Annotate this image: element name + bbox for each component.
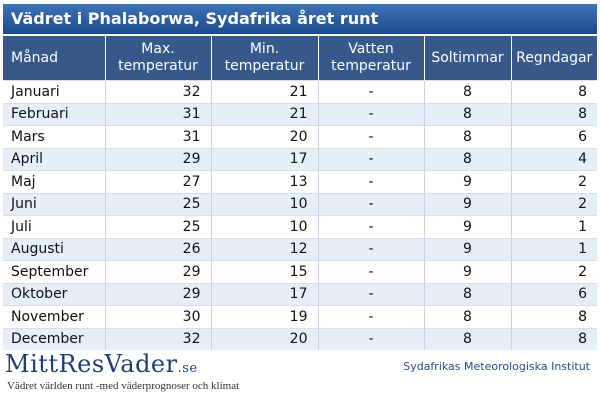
cell-max-temp: 25: [105, 216, 211, 239]
cell-rain-days: 1: [511, 216, 597, 239]
cell-rain-days: 1: [511, 238, 597, 261]
cell-month: Oktober: [3, 283, 105, 306]
cell-sun-hours: 8: [424, 148, 511, 171]
cell-min-temp: 17: [211, 148, 318, 171]
cell-water-temp: -: [318, 126, 424, 149]
cell-sun-hours: 9: [424, 261, 511, 284]
cell-month: Januari: [3, 81, 105, 104]
cell-min-temp: 17: [211, 283, 318, 306]
cell-sun-hours: 9: [424, 193, 511, 216]
cell-month: December: [3, 328, 105, 350]
cell-water-temp: -: [318, 283, 424, 306]
data-source: Sydafrikas Meteorologiska Institut: [403, 360, 590, 373]
cell-month: Maj: [3, 171, 105, 194]
cell-max-temp: 31: [105, 103, 211, 126]
cell-sun-hours: 9: [424, 216, 511, 239]
cell-min-temp: 20: [211, 328, 318, 350]
cell-rain-days: 4: [511, 148, 597, 171]
table-row: [3, 148, 597, 171]
cell-month: Juni: [3, 193, 105, 216]
cell-month: September: [3, 261, 105, 284]
site-tagline: Vädret världen runt -med väderprognoser och klimat: [7, 380, 240, 392]
header-sun-hours: Soltimmar: [424, 36, 511, 81]
cell-month: Augusti: [3, 238, 105, 261]
cell-rain-days: 2: [511, 193, 597, 216]
cell-sun-hours: 8: [424, 306, 511, 329]
cell-rain-days: 2: [511, 261, 597, 284]
cell-water-temp: -: [318, 81, 424, 104]
cell-water-temp: -: [318, 328, 424, 350]
cell-water-temp: -: [318, 193, 424, 216]
header-water-temp: Vatten temperatur: [318, 36, 424, 81]
cell-water-temp: -: [318, 216, 424, 239]
table-row: [3, 306, 597, 329]
site-logo[interactable]: MittResVader.se: [5, 350, 198, 378]
cell-max-temp: 31: [105, 126, 211, 149]
cell-min-temp: 13: [211, 171, 318, 194]
cell-rain-days: 8: [511, 81, 597, 104]
header-max-temp: Max. temperatur: [105, 36, 211, 81]
table-title: Vädret i Phalaborwa, Sydafrika året runt: [3, 4, 597, 34]
cell-max-temp: 30: [105, 306, 211, 329]
cell-rain-days: 8: [511, 306, 597, 329]
header-min-temp: Min. temperatur: [211, 36, 318, 81]
cell-water-temp: -: [318, 238, 424, 261]
cell-rain-days: 8: [511, 328, 597, 350]
cell-min-temp: 10: [211, 193, 318, 216]
cell-min-temp: 15: [211, 261, 318, 284]
cell-max-temp: 32: [105, 328, 211, 350]
cell-rain-days: 2: [511, 171, 597, 194]
cell-water-temp: -: [318, 171, 424, 194]
cell-water-temp: -: [318, 306, 424, 329]
cell-sun-hours: 9: [424, 171, 511, 194]
table-row: [3, 328, 597, 350]
header-rain-days: Regndagar: [511, 36, 597, 81]
cell-min-temp: 12: [211, 238, 318, 261]
cell-month: November: [3, 306, 105, 329]
cell-water-temp: -: [318, 148, 424, 171]
cell-water-temp: -: [318, 103, 424, 126]
table-row: [3, 193, 597, 216]
cell-rain-days: 6: [511, 126, 597, 149]
cell-month: Juli: [3, 216, 105, 239]
cell-sun-hours: 8: [424, 328, 511, 350]
cell-month: Mars: [3, 126, 105, 149]
cell-sun-hours: 8: [424, 103, 511, 126]
cell-min-temp: 21: [211, 81, 318, 104]
table-row: [3, 216, 597, 239]
cell-max-temp: 26: [105, 238, 211, 261]
cell-max-temp: 29: [105, 261, 211, 284]
cell-sun-hours: 8: [424, 126, 511, 149]
cell-max-temp: 25: [105, 193, 211, 216]
cell-water-temp: -: [318, 261, 424, 284]
table-row: [3, 81, 597, 104]
cell-min-temp: 21: [211, 103, 318, 126]
cell-max-temp: 27: [105, 171, 211, 194]
cell-month: Februari: [3, 103, 105, 126]
cell-rain-days: 6: [511, 283, 597, 306]
cell-sun-hours: 9: [424, 238, 511, 261]
cell-sun-hours: 8: [424, 81, 511, 104]
cell-sun-hours: 8: [424, 283, 511, 306]
table-row: [3, 238, 597, 261]
header-month: Månad: [3, 36, 105, 81]
table-row: [3, 103, 597, 126]
table-row: [3, 261, 597, 284]
table-row: [3, 126, 597, 149]
cell-max-temp: 29: [105, 148, 211, 171]
table-header-row: [3, 36, 597, 81]
cell-min-temp: 10: [211, 216, 318, 239]
cell-month: April: [3, 148, 105, 171]
cell-min-temp: 19: [211, 306, 318, 329]
cell-max-temp: 32: [105, 81, 211, 104]
cell-max-temp: 29: [105, 283, 211, 306]
table-row: [3, 171, 597, 194]
climate-table: [3, 36, 597, 350]
cell-min-temp: 20: [211, 126, 318, 149]
cell-rain-days: 8: [511, 103, 597, 126]
table-row: [3, 283, 597, 306]
